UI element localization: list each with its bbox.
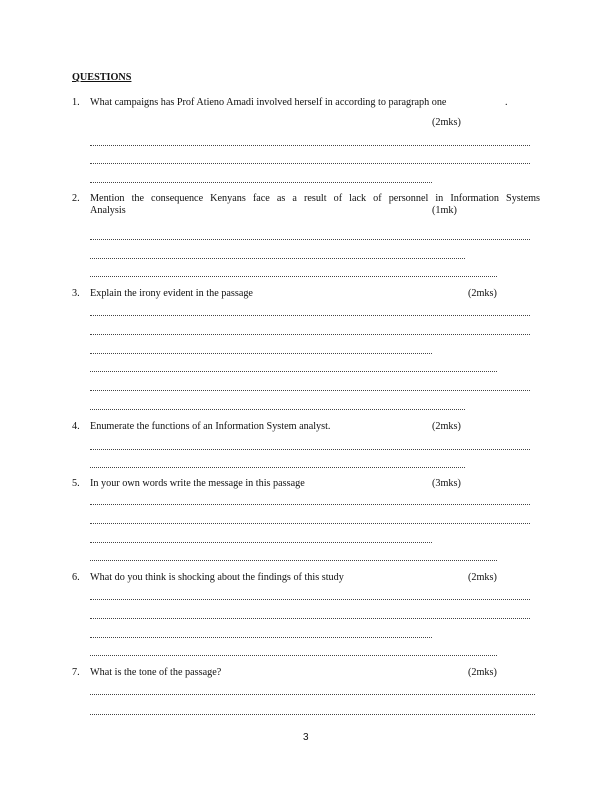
answer-line[interactable] bbox=[90, 523, 530, 524]
question-text-continued: Analysis bbox=[90, 205, 126, 216]
answer-line[interactable] bbox=[90, 163, 530, 164]
marks-label: (2mks) bbox=[432, 421, 461, 432]
answer-line[interactable] bbox=[90, 694, 535, 695]
answer-line[interactable] bbox=[90, 449, 530, 450]
answer-line[interactable] bbox=[90, 353, 432, 354]
question-number: 2. bbox=[72, 193, 80, 204]
question-number: 6. bbox=[72, 572, 80, 583]
question-text: What campaigns has Prof Atieno Amadi involved herself in according to paragraph one bbox=[90, 97, 447, 108]
marks-label: (2mks) bbox=[468, 288, 497, 299]
marks-label: (2mks) bbox=[432, 117, 461, 128]
question-number: 4. bbox=[72, 421, 80, 432]
answer-line[interactable] bbox=[90, 637, 432, 638]
answer-line[interactable] bbox=[90, 542, 432, 543]
answer-line[interactable] bbox=[90, 714, 535, 715]
answer-line[interactable] bbox=[90, 258, 465, 259]
answer-line[interactable] bbox=[90, 371, 497, 372]
answer-line[interactable] bbox=[90, 599, 530, 600]
question-number: 1. bbox=[72, 97, 80, 108]
answer-line[interactable] bbox=[90, 315, 530, 316]
question-text: Mention the consequence Kenyans face as a result of lack of personnel in Information Systems bbox=[90, 193, 540, 204]
question-number: 7. bbox=[72, 667, 80, 678]
question-text: In your own words write the message in this passage bbox=[90, 478, 305, 489]
answer-line[interactable] bbox=[90, 655, 497, 656]
answer-line[interactable] bbox=[90, 334, 530, 335]
question-number: 5. bbox=[72, 478, 80, 489]
question-number: 3. bbox=[72, 288, 80, 299]
answer-line[interactable] bbox=[90, 504, 530, 505]
answer-line[interactable] bbox=[90, 239, 530, 240]
marks-label: (3mks) bbox=[432, 478, 461, 489]
answer-line[interactable] bbox=[90, 182, 432, 183]
answer-line[interactable] bbox=[90, 390, 530, 391]
question-text: Enumerate the functions of an Information System analyst. bbox=[90, 421, 331, 432]
answer-line[interactable] bbox=[90, 276, 497, 277]
marks-label: (2mks) bbox=[468, 667, 497, 678]
answer-line[interactable] bbox=[90, 409, 465, 410]
question-trail: . bbox=[505, 97, 508, 108]
marks-label: (1mk) bbox=[432, 205, 457, 216]
question-text: What do you think is shocking about the findings of this study bbox=[90, 572, 344, 583]
marks-label: (2mks) bbox=[468, 572, 497, 583]
answer-line[interactable] bbox=[90, 145, 530, 146]
question-text: Explain the irony evident in the passage bbox=[90, 288, 253, 299]
answer-line[interactable] bbox=[90, 618, 530, 619]
question-text: What is the tone of the passage? bbox=[90, 667, 222, 678]
answer-line[interactable] bbox=[90, 560, 497, 561]
answer-line[interactable] bbox=[90, 467, 465, 468]
section-heading: QUESTIONS bbox=[72, 72, 132, 83]
page-number: 3 bbox=[303, 732, 309, 743]
